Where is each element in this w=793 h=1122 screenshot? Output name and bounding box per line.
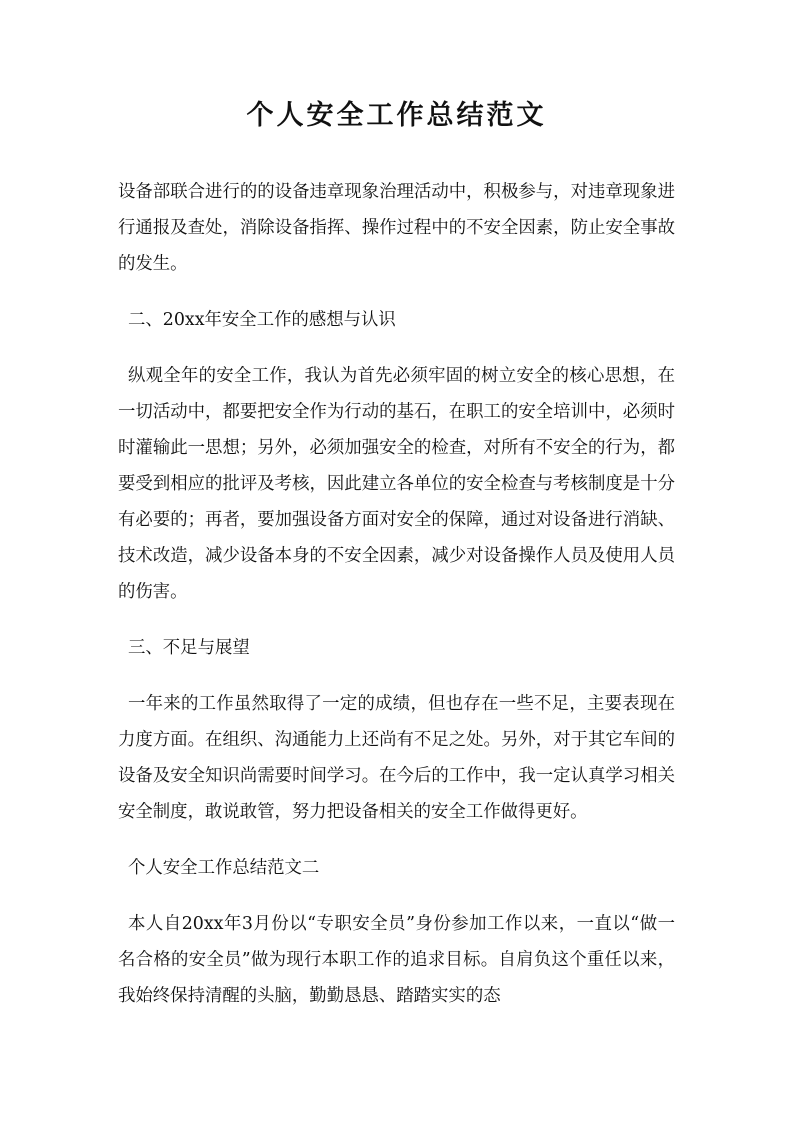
section-heading-outlook: 三、不足与展望 [128,638,250,658]
section-heading-reflections: 二、20xx年安全工作的感想与认识 [128,310,396,330]
paragraph-intro: 设备部联合进行的的设备违章现象治理活动中，积极参与，对违章现象进行通报及查处，消除设备指挥、操作过程中的不安全因素，防止安全事故的发生。 [118,182,675,274]
paragraph-outlook: 一年来的工作虽然取得了一定的成绩，但也存在一些不足，主要表现在力度方面。在组织、沟通能力上还尚有不足之处。另外，对于其它车间的设备及安全知识尚需要时间学习。在今后的工作中，我一定认真学习相关安全制度，敢说敢管，努力把设备相关的安全工作做得更好。 [118,694,675,822]
section-heading-sample-two: 个人安全工作总结范文二 [128,858,320,878]
paragraph-sample-two: 本人自20xx年3月份以“专职安全员”身份参加工作以来，一直以“做一名合格的安全员”做为现行本职工作的追求目标。自肩负这个重任以来，我始终保持清醒的头脑，勤勤恳恳、踏踏实实的态 [118,914,675,1006]
document-title: 个人安全工作总结范文 [246,100,547,131]
paragraph-reflections: 纵观全年的安全工作，我认为首先必须牢固的树立安全的核心思想，在一切活动中，都要把安全作为行动的基石，在职工的安全培训中，必须时时灌输此一思想；另外，必须加强安全的检查，对所有不安全的行为，都要受到相应的批评及考核，因此建立各单位的安全检查与考核制度是十分有必要的；再者，要加强设备方面对安全的保障，通过对设备进行消缺、技术改造，减少设备本身的不安全因素，减少对设备操作人员及使用人员的伤害。 [118,366,675,602]
